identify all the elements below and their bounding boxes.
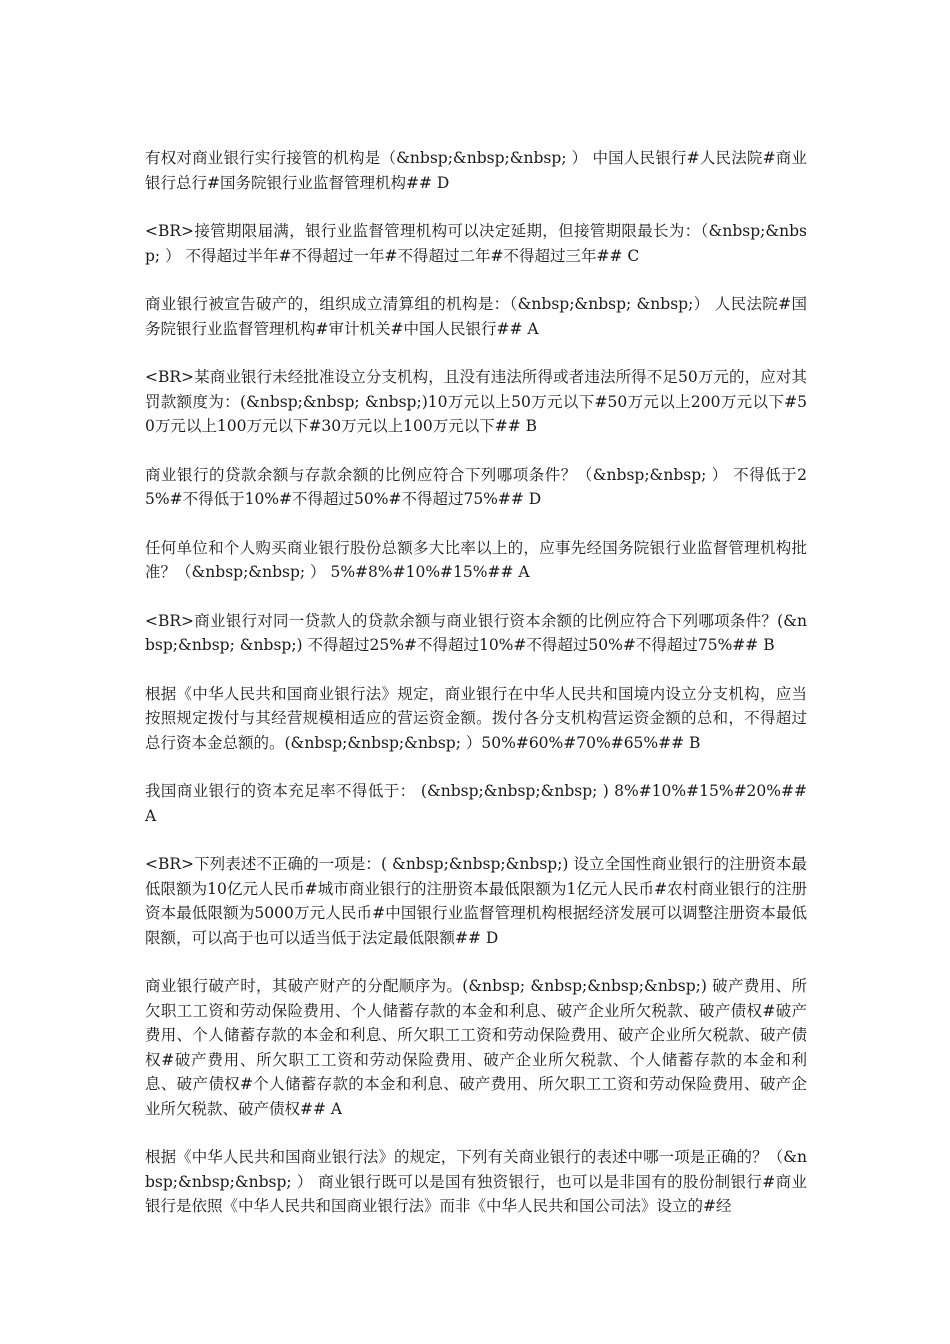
question-paragraph: 根据《中华人民共和国商业银行法》规定，商业银行在中华人民共和国境内设立分支机构，应当按照规定拨付与其经营规模相适应的营运资金额。拨付各分支机构营运资金额的总和，不得超过总行资本金总额的。(&nbsp;&nbsp;&nbsp; ）50%#60%#70%#65%## B [145,684,807,752]
question-paragraph: 有权对商业银行实行接管的机构是（&nbsp;&nbsp;&nbsp; ） 中国人民银行#人民法院#商业银行总行#国务院银行业监督管理机构## D [145,149,807,192]
question-paragraph: 商业银行的贷款余额与存款余额的比例应符合下列哪项条件？（&nbsp;&nbsp; ） 不得低于25%#不得低于10%#不得超过50%#不得超过75%## D [145,465,807,508]
document-page [145,146,807,1243]
question-paragraph: 任何单位和个人购买商业银行股份总额多大比率以上的，应事先经国务院银行业监督管理机构批准？（&nbsp;&nbsp; ） 5%#8%#10%#15%## A [145,538,807,581]
question-paragraph: <BR>某商业银行未经批准设立分支机构，且没有违法所得或者违法所得不足50万元的，应对其罚款额度为：(&nbsp;&nbsp; &nbsp;)10万元以上50万元以下#50万元以上200万元以下#50万元以上100万元以下#30万元以上100万元以下## B [145,368,807,435]
question-paragraph: 我国商业银行的资本充足率不得低于： (&nbsp;&nbsp;&nbsp; ) 8%#10%#15%#20%## A [145,782,807,825]
question-paragraph: 商业银行破产时，其破产财产的分配顺序为。(&nbsp; &nbsp;&nbsp;&nbsp;) 破产费用、所欠职工工资和劳动保险费用、个人储蓄存款的本金和利息、破产企业所欠税款、破产债权#破产费用、个人储蓄存款的本金和利息、所欠职工工资和劳动保险费用、破产企业所欠税款、破产债权#破产费用、所欠职工工资和劳动保险费用、破产企业所欠税款、个人储蓄存款的本金和利息、破产债权#个人储蓄存款的本金和利息、破产费用、所欠职工工资和劳动保险费用、破产企业所欠税款、破产债权## A [145,977,807,1118]
question-paragraph: <BR>商业银行对同一贷款人的贷款余额与商业银行资本余额的比例应符合下列哪项条件？(&nbsp;&nbsp; &nbsp;) 不得超过25%#不得超过10%#不得超过50%#不得超过75%## B [145,611,807,654]
question-paragraph: 商业银行被宣告破产的，组织成立清算组的机构是：（&nbsp;&nbsp; &nbsp;） 人民法院#国务院银行业监督管理机构#审计机关#中国人民银行## A [145,295,807,338]
question-paragraph: 根据《中华人民共和国商业银行法》的规定，下列有关商业银行的表述中哪一项是正确的？（&nbsp;&nbsp;&nbsp; ） 商业银行既可以是国有独资银行，也可以是非国有的股份制银行#商业银行是依照《中华人民共和国商业银行法》而非《中华人民共和国公司法》设立的#经 [145,1148,807,1215]
question-paragraph: <BR>接管期限届满，银行业监督管理机构可以决定延期，但接管期限最长为：（&nbsp;&nbsp; ） 不得超过半年#不得超过一年#不得超过二年#不得超过三年## C [145,222,807,265]
question-paragraph: <BR>下列表述不正确的一项是：( &nbsp;&nbsp;&nbsp;) 设立全国性商业银行的注册资本最低限额为10亿元人民币#城市商业银行的注册资本最低限额为1亿元人民币#农村商业银行的注册资本最低限额为5000万元人民币#中国银行业监督管理机构根据经济发展可以调整注册资本最低限额，可以高于也可以适当低于法定最低限额## D [145,855,807,947]
